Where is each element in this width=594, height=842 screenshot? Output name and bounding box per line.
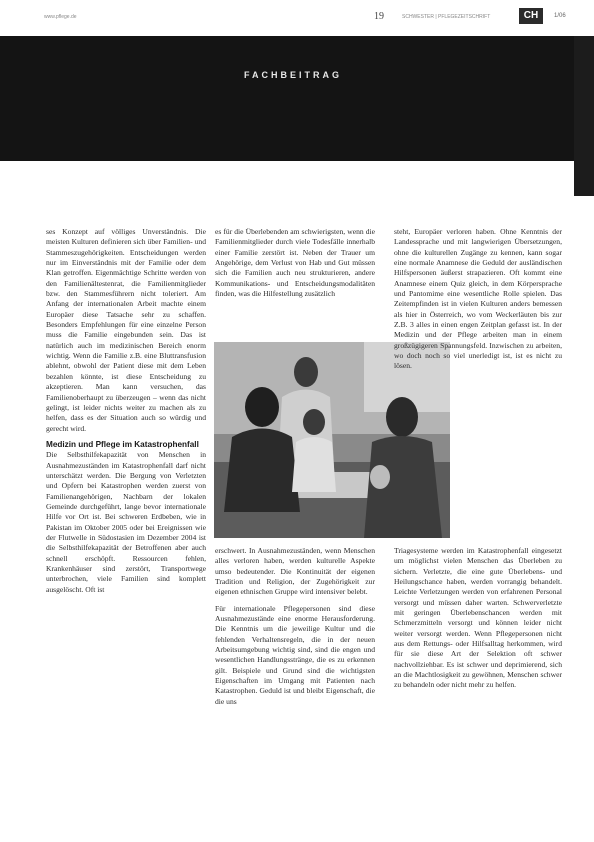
publication-logo-icon: CH [519, 8, 543, 24]
issue-number: 1/06 [554, 13, 566, 19]
section-banner [0, 36, 578, 161]
col2-paragraph-1: erschwert. In Ausnahmezuständen, wenn Menschen alles verloren haben, werden kulturelle Aspekte umso bedeutender. Die Kontinuität der eigenen Tradition und Religion, der Zugehörigkeit zur eigenen ethnischen Gruppe wird intensiver belebt. [215, 546, 375, 597]
col1-paragraph-2: Die Selbsthilfekapazität von Menschen in Ausnahmezuständen im Katastrophenfall darf nicht unterschätzt werden. Die Bergung von Verletzten und Opfern bei Katastrophen werden zuerst von Familienangehörigen, Nachbarn der lokalen Gemeinde durchgeführt, lange bevor internationale Hilfe vor Ort ist. Bei schweren Erdbeben, wie in Pakistan im Oktober 2005 oder bei Ereignissen wie der Flutwelle in Südostasien im Dezember 2004 ist die Selbsthilfekapazität der Betroffenen aber auch schnell erschöpft. Ressourcen fehlen, Krankenhäuser sind zerstört, Transportwege unterbrochen, viele Familien sind komplett ausgelöscht. Oft ist [46, 450, 206, 594]
section-label: FACHBEITRAG [244, 70, 342, 80]
section-heading: Medizin und Pflege im Katastrophenfall [46, 439, 199, 449]
column-2-bottom [215, 546, 375, 707]
col3-paragraph-top: steht, Europäer verloren haben. Ohne Kenntnis der Landessprache und mit langwierigen Übersetzungen, ohne die kulturellen Zugänge zu kennen, kann sogar eine normale Anamnese die Geduld der ausländischen Hilfspersonen äußerst strapazieren. Oft kommt eine Anamnese einem Quiz gleich, in dem Körpersprache und Pantomime eine wesentliche Rolle spielen. Das Zeitempfinden ist in vielen Kulturen anders bemessen als hier in Österreich, wo vom Weckerläuten bis zur Z.B. 3 alles in einen engen Zeitplan gefasst ist. In der Medizin und der Pflege arbeiten man in einem großzügigeren Spannungsfeld. Inzwischen zu arbeiten, wo doch noch so viel unerledigt ist, ist es nicht zu lösen. [394, 227, 562, 371]
col1-paragraph-1: ses Konzept auf völliges Unverständnis. Die meisten Kulturen definieren sich über Familien- und Stammeszugehörigkeiten. Entscheidungen werden nur im Einverständnis mit der Familie oder dem Klan getroffen. Eigenmächtige Schritte werden von den Familienältestenrat, die Familienmitglieder bzw. den Stammesführern nicht toleriert. Am Anfang der internationalen Arbeit machte einem Europäer diese Tatsache sehr zu schaffen. Besonders Empfehlungen für eine einzelne Person muss die Familie eingebunden sein. Das ist natürlich auch im medizinischen Bereich enorm wichtig. Wenn die Familie z.B. eine Bluttransfusion ablehnt, obwohl der Patient diese mit dem Leben bezahlen könnte, ist diese Entscheidung zu akzeptieren. Man kann versuchen, das Familienoberhaupt zu überzeugen – wenn das nicht gelingt, ist leider nichts weiter zu machen als zu helfen, dass es der Situation auch so würdig und gerecht wird. [46, 227, 206, 433]
col2-paragraph-top: es für die Überlebenden am schwierigsten, wenn die Familienmitglieder durch viele Todesfälle innerhalb einer Familie zerstört ist. Neben der Trauer um Angehörige, dem Verlust von Hab und Gut müssen sich die Familien auch neu strukturieren, andere Kommunikations- und Entscheidungsmodalitäten finden, was die Hilfestellung zusätzlich [215, 227, 375, 299]
banner-edge [574, 36, 594, 196]
publication-name: SCHWESTER | PFLEGEZEITSCHRIFT [402, 14, 491, 20]
page-number: 19 [374, 11, 384, 22]
header-website: www.pflege.de [44, 14, 77, 20]
col3-paragraph-bottom: Triagesysteme werden im Katastrophenfall eingesetzt um möglichst vielen Menschen das Überleben zu sichern. Verletzte, die eine gute Überlebens- und Heilungschance haben, werden vorrangig behandelt. Leichte Verletzungen werden von erfahrenen Personal versorgt und müssen daher warten. Schwerverletzte mit geringen Überlebenschancen werden mit Schmerzmitteln versorgt und können leider nicht weiter versorgt werden. Wenn Pflegepersonen nicht aus dem Rettungs- oder Hilfsalltag herkommen, wird für sie diese Art der Selektion oft schwer nachvollziehbar. Es ist schwer und deprimierend, sich an die Machtlosigkeit zu gewöhnen, Menschen schwer zu behandeln oder nicht mehr zu helfen. [394, 546, 562, 690]
column-1 [46, 227, 206, 595]
column-3-top [394, 227, 562, 372]
column-2-top [215, 227, 375, 299]
col2-paragraph-2: Für internationale Pflegepersonen sind diese Ausnahmezustände eine enorme Herausforderung. Die Kenntnis um die jeweilige Kultur und die fehlenden Verhaltensregeln, die in der neuen Arbeitsumgebung wichtig sind, sind die engen und wesentlichen Handlungsstränge, die es zu erkennen gilt. Beispiele und Grund sind die wichtigsten Eigenschaften im Umgang mit Patienten nach Katastrophen. Geduld ist und bleibt Eigenschaft, die die uns [215, 603, 375, 706]
column-3-bottom [394, 546, 562, 691]
